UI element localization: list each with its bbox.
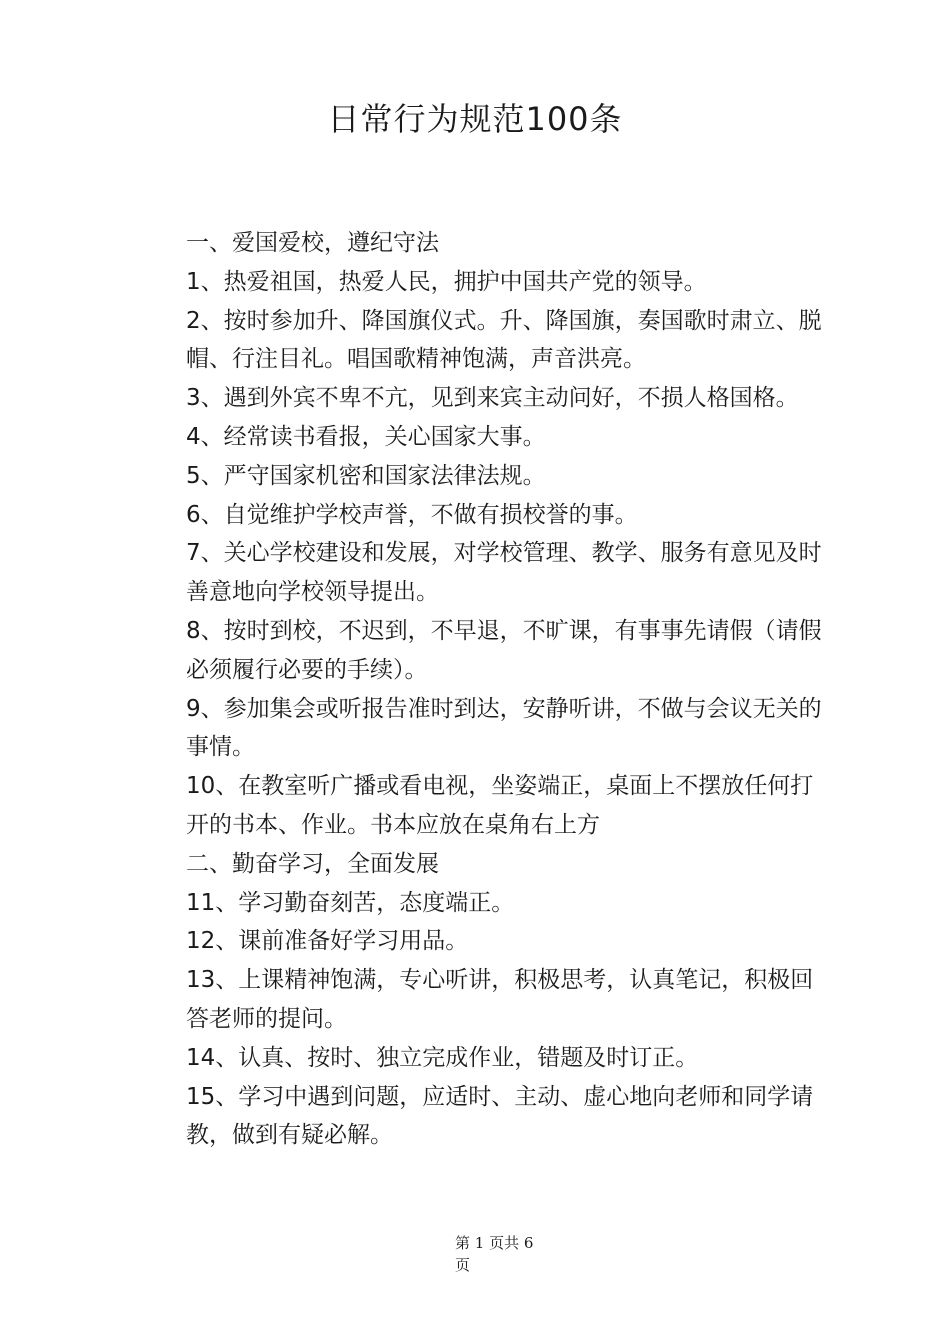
- list-item: 12、课前准备好学习用品。: [186, 928, 469, 955]
- list-item: 13、上课精神饱满，专心听讲，积极思考，认真笔记，积极回答老师的提问。: [186, 967, 814, 1032]
- list-item: 2、按时参加升、降国旗仪式。升、降国旗，奏国歌时肃立、脱帽、行注目礼。唱国歌精神饱满，声音洪亮。: [186, 307, 822, 373]
- list-item: 1、热爱祖国，热爱人民，拥护中国共产党的领导。: [186, 268, 707, 295]
- list-item: 7、关心学校建设和发展，对学校管理、教学、服务有意见及时善意地向学校领导提出。: [186, 540, 822, 606]
- list-item: 8、按时到校，不迟到，不早退，不旷课，有事事先请假（请假必须履行必要的手续）。: [186, 617, 822, 683]
- list-item: 14、认真、按时、独立完成作业，错题及时订正。: [186, 1044, 699, 1071]
- list-item: 5、严守国家机密和国家法律法规。: [186, 462, 546, 489]
- page-number-footer: [455, 1232, 565, 1276]
- page-number-line-1: 第 1 页共 6: [455, 1234, 534, 1252]
- list-item: 11、学习勤奋刻苦，态度端正。: [186, 889, 515, 916]
- section-heading: 一、爱国爱校，遵纪守法: [186, 230, 439, 256]
- list-item: 4、经常读书看报，关心国家大事。: [186, 423, 546, 450]
- document-body: [186, 224, 826, 1155]
- list-item: 6、自觉维护学校声誉，不做有损校誉的事。: [186, 501, 638, 528]
- list-item: 3、遇到外宾不卑不亢，见到来宾主动问好，不损人格国格。: [186, 385, 799, 412]
- section-heading: 二、勤奋学习，全面发展: [186, 850, 439, 877]
- list-item: 9、参加集会或听报告准时到达，安静听讲，不做与会议无关的事情。: [186, 695, 822, 761]
- list-item: 10、在教室听广播或看电视，坐姿端正，桌面上不摆放任何打开的书本、作业。书本应放在桌角右上方: [186, 773, 814, 838]
- list-item: 15、学习中遇到问题，应适时、主动、虚心地向老师和同学请教，做到有疑必解。: [186, 1083, 814, 1149]
- page-number-line-2: 页: [455, 1256, 471, 1274]
- page-title: 日常行为规范100条: [327, 100, 623, 138]
